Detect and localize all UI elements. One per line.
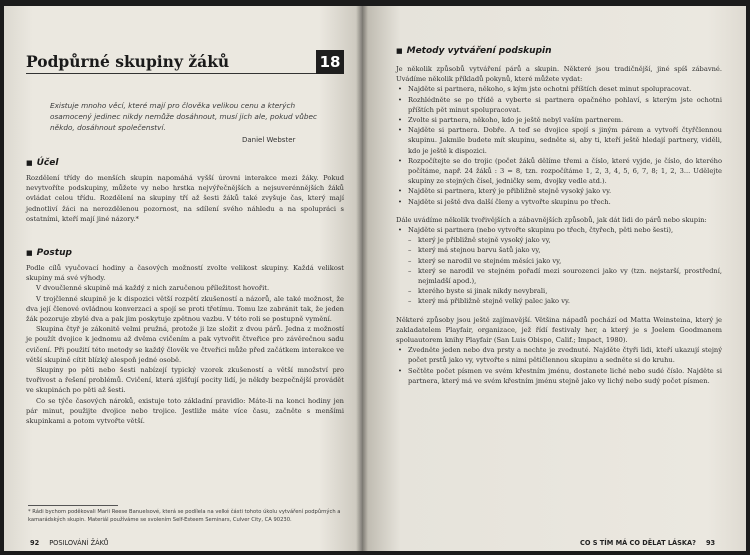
list-item: – který se narodil ve stejném pořadí mezi sourozenci jako vy (tzn. nejstarší, prostřední, nejmladší apod.),: [396, 266, 722, 286]
section-heading-ucel: ■ Účel: [26, 158, 59, 168]
list-item: • Rozhlédněte se po třídě a vyberte si partnera opačného pohlaví, s kterým jste ochotni příštích pět minut spolupracovat.: [396, 95, 722, 115]
right-page: [362, 6, 746, 551]
chapter-number-badge: 18: [316, 50, 344, 74]
list-item: – který má přibližně stejně velký palec jako vy.: [396, 296, 722, 306]
page-number: 93: [705, 539, 716, 547]
playfair-paragraph: Některé způsoby jsou ještě zajímavější. Většina nápadů pochází od Matta Weinsteina, který je zakladatelem Playfair, organizace, jež řídí festivaly her, a který je s Joelem Goodmanem spoluautorem knihy Playfair (San Luis Obispo, Calif.; Impact, 1980).: [396, 315, 722, 345]
section-ucel-text: Rozdělení třídy do menších skupin napomáhá vyšší úrovni interakce mezi žáky. Pokud nevytvoříte podskupiny, můžete vy nebo hrstka nejvýřečnějších a nejsuverénnějších žáků ovládat celou třídu. Rozdělení na skupiny tří až šesti žáků také zvyšuje čas, který mají jednotliví žáci na nerozdělenou pozornost, na sdílení svého náhledu a na spolupráci s ostatními, kteří mají jiné názory.*: [26, 174, 344, 223]
list-item: – kterého byste si jinak nikdy nevybrali,: [396, 286, 722, 296]
square-bullet-icon: ■: [26, 249, 33, 257]
footnote: * Rádi bychom poděkovali Marii Reese Banuelsové, která se podílela na velké části tohoto úkolu vytváření podpůrných a kamarádských skupin. Materiál používáme se svolením Self-Esteem Seminars, Culver City, CA 90230.: [28, 509, 341, 523]
epigraph-quote: Existuje mnoho věcí, které mají pro člověka velikou cenu a kterých osamocený jedinec nikdy nemůže dosáhnout, musí jich ale, pokud vůbec někdo, dosáhnout společenství.: [50, 101, 318, 132]
list-item: – který má stejnou barvu šatů jako vy,: [396, 245, 722, 255]
right-page-text: [396, 64, 722, 386]
left-page: [4, 6, 362, 551]
title-rule: [26, 73, 316, 74]
list-item: • Zvolte si partnera, někoho, kdo je ještě nebyl vaším partnerem.: [396, 115, 722, 125]
list-item: • Zvedněte jeden nebo dva prsty a nechte je zvednuté. Najděte čtyři lidi, kteří ukazují stejný počet prstů jako vy, vytvořte s nimi pětičlennou skupinu a sedněte si do kruhu.: [396, 345, 722, 365]
epigraph-author: Daniel Webster: [242, 136, 296, 144]
list-item: – který se narodil ve stejném měsíci jako vy,: [396, 256, 722, 266]
list-item: • Najděte si partnera, který je přibližně stejně vysoký jako vy.: [396, 186, 722, 196]
book-spine-shadow: [356, 6, 368, 551]
section-heading-metody: ■ Metody vytváření podskupin: [396, 46, 552, 56]
list-item: • Najděte si partnera, někoho, s kým jste ochotni příštích deset minut spolupracovat.: [396, 84, 722, 94]
list-item: • Najděte si partnera (nebo vytvořte skupinu po třech, čtyřech, pěti nebo šesti),: [396, 225, 722, 235]
section-heading-postup: ■ Postup: [26, 248, 72, 258]
list-item: • Sečtěte počet písmen ve svém křestním jménu, dostanete liché nebo sudé číslo. Najděte si partnera, který má ve svém křestním jménu stejně jako vy lichý nebo sudý počet písmen.: [396, 366, 722, 386]
grouping-sublist: [396, 235, 722, 306]
running-footer: POSILOVÁNÍ ŽÁKŮ: [49, 539, 109, 547]
grouping-list-3: [396, 345, 722, 386]
right-footer: [580, 539, 725, 547]
list-item: • Najděte si partnera. Dobře. A teď se dvojice spojí s jiným párem a vytvoří čtyřčlennou skupinu. Jakmile budete mít skupinu, sedněte si, aby ti, kteří ještě hledají partnery, viděli, kdo je ještě k dispozici.: [396, 125, 722, 156]
square-bullet-icon: ■: [26, 159, 33, 167]
running-footer: CO S TÍM MÁ CO DĚLAT LÁSKA?: [580, 539, 696, 547]
intro-paragraph-2: Dále uvádíme několik tvořivějších a zábavnějších způsobů, jak dát lidi do párů nebo skupin:: [396, 215, 707, 224]
grouping-list-2: [396, 225, 722, 235]
footnote-rule: [28, 505, 118, 506]
intro-paragraph: Je několik způsobů vytváření párů a skupin. Některé jsou tradičnější, jiné spíš zábavné. Uvádíme několik příkladů pokynů, které můžete vydat:: [396, 65, 722, 84]
square-bullet-icon: ■: [396, 47, 403, 55]
list-item: • Najděte si ještě dva další členy a vytvořte skupinu po třech.: [396, 197, 722, 207]
chapter-title: Podpůrné skupiny žáků: [26, 52, 230, 71]
page-number: 92: [30, 539, 40, 547]
section-postup-text: Podle cílů vyučovací hodiny a časových možností zvolte velikost skupiny. Každá velikost skupiny má své výhody. V dvoučlenné skupině má každý z nich zaručenou příležitost hovořit. V trojčlenné skupině je k dispozici větší rozpětí zkušeností a názorů, ale také možnost, že dva její členové ovládnou konverzaci a spojí se proti třetímu. Tomu lze zabránit tak, že jeden žák pozoruje zbylé dva a pak jim poskytuje zpětnou vazbu. V této roli se postupně vymění. Skupina čtyř je zákonitě velmi pružná, protože ji lze složit z dvou párů. Jedna z možností je použít dvojice k jednomu až dvěma cvičením a pak vytvořit čtveřice pro závěrečnou sadu cvičení. Při použití této metody se každý člověk ve čtveřici může před začátkem interakce ve větší skupině cítit blízký alespoň jedné osobě. Skupiny po pěti nebo šesti nabízejí typický vzorek zkušeností a větší množství pro tvořivost a řešení problémů. Cvičení, která zjišťují pocity lidí, je někdy bezpečnější provádět ve skupinách po pěti až šesti. Co se týče časových nároků, existuje toto základní pravidlo: Máte-li na konci hodiny jen pár minut, použijte dvojice nebo trojice. Jestliže máte více času, začněte s menšími skupinkami a potom vytvořte větší.: [26, 264, 344, 426]
list-item: – který je přibližně stejně vysoký jako vy,: [396, 235, 722, 245]
left-footer: [30, 539, 109, 547]
list-item: • Rozpočítejte se do trojic (počet žáků dělíme třemi a číslo, které vyjde, je číslo, do kterého počítáme, např. 24 žáků : 3 = 8, tzn. rozpočítáme 1, 2, 3, 4, 5, 6, 7, 8; 1, 2, 3... Udělejte skupiny ze stejných čísel, jedničky sem, dvojky vedle atd.).: [396, 156, 722, 187]
grouping-list-1: [396, 84, 722, 206]
